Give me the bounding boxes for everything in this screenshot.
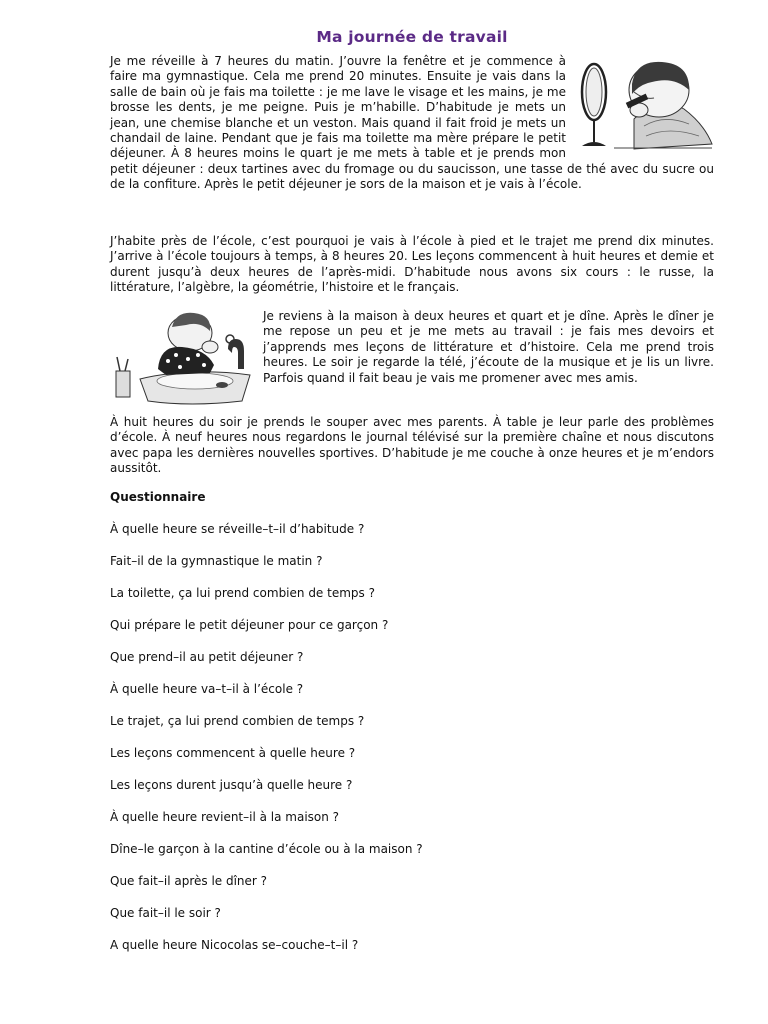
questionnaire-heading: Questionnaire	[110, 490, 206, 504]
question-item: Dîne–le garçon à la cantine d’école ou à la maison ?	[110, 842, 423, 856]
question-item: Que fait–il après le dîner ?	[110, 874, 268, 888]
question-item: À quelle heure va–t–il à l’école ?	[110, 682, 304, 696]
paragraph-afternoon-container	[110, 309, 714, 407]
question-item: La toilette, ça lui prend combien de temps ?	[110, 586, 375, 600]
question-item: A quelle heure Nicocolas se–couche–t–il ?	[110, 938, 359, 952]
question-item: Qui prépare le petit déjeuner pour ce garçon ?	[110, 618, 389, 632]
boy-washing-illustration	[110, 309, 255, 405]
question-item: Que fait–il le soir ?	[110, 906, 221, 920]
question-item: Les leçons durent jusqu’à quelle heure ?	[110, 778, 353, 792]
question-item: Le trajet, ça lui prend combien de temps ?	[110, 714, 365, 728]
paragraph-evening: À huit heures du soir je prends le souper avec mes parents. À table je leur parle des problèmes d’école. À neuf heures nous regardons le journal télévisé sur la première chaîne et nous discutons avec papa les dernières nouvelles sportives. D’habitude je me couche à onze heures et je m’endors aussitôt.	[110, 415, 714, 476]
question-item: Les leçons commencent à quelle heure ?	[110, 746, 356, 760]
question-item: Fait–il de la gymnastique le matin ?	[110, 554, 323, 568]
questionnaire-list	[110, 522, 423, 970]
question-item: Que prend–il au petit déjeuner ?	[110, 650, 304, 664]
paragraph-afternoon: Je reviens à la maison à deux heures et quart et je dîne. Après le dîner je me repose un peu et je me mets au travail : je fais mes devoirs et j’apprends mes leçons de littérature et d’histoire. Cela me prend trois heures. Le soir je regarde la télé, j’écoute de la musique et je lis un livre. Parfois quand il fait beau je vais me promener avec mes amis.	[263, 309, 714, 385]
paragraph-school: J’habite près de l’école, c’est pourquoi je vais à l’école à pied et le trajet me prend dix minutes. J’arrive à l’école toujours à temps, à 8 heures 20. Les leçons commencent à huit heures et demie et durent jusqu’à deux heures de l’après-midi. D’habitude nous avons six cours : le russe, la littérature, l’algèbre, la géométrie, l’histoire et le français.	[110, 234, 714, 295]
question-item: À quelle heure revient–il à la maison ?	[110, 810, 340, 824]
page-title: Ma journée de travail	[316, 28, 508, 47]
boy-combing-hair-illustration	[574, 54, 714, 154]
paragraph-morning-container	[110, 54, 714, 193]
question-item: À quelle heure se réveille–t–il d’habitude ?	[110, 522, 365, 536]
paragraph-morning: Je me réveille à 7 heures du matin. J’ouvre la fenêtre et je commence à faire ma gymnastique. Cela me prend 20 minutes. Ensuite je vais dans la salle de bain où je fais ma toilette : je me lave le visage et les mains, je me brosse les dents, je me peigne. Puis je m’habille. D’habitude je mets un jean, une chemise blanche et un veston. Mais quand il fait froid je mets un chandail de laine. Pendant que je fais ma toilette ma mère prépare le petit déjeuner. À 8 heures moins le quart je me mets à table et je prends mon petit déjeuner : deux tartines avec du fromage ou du saucisson, une tasse de thé avec du sucre ou de la confiture. Après le petit déjeuner je sors de la maison et je vais à l’école.	[110, 54, 714, 192]
